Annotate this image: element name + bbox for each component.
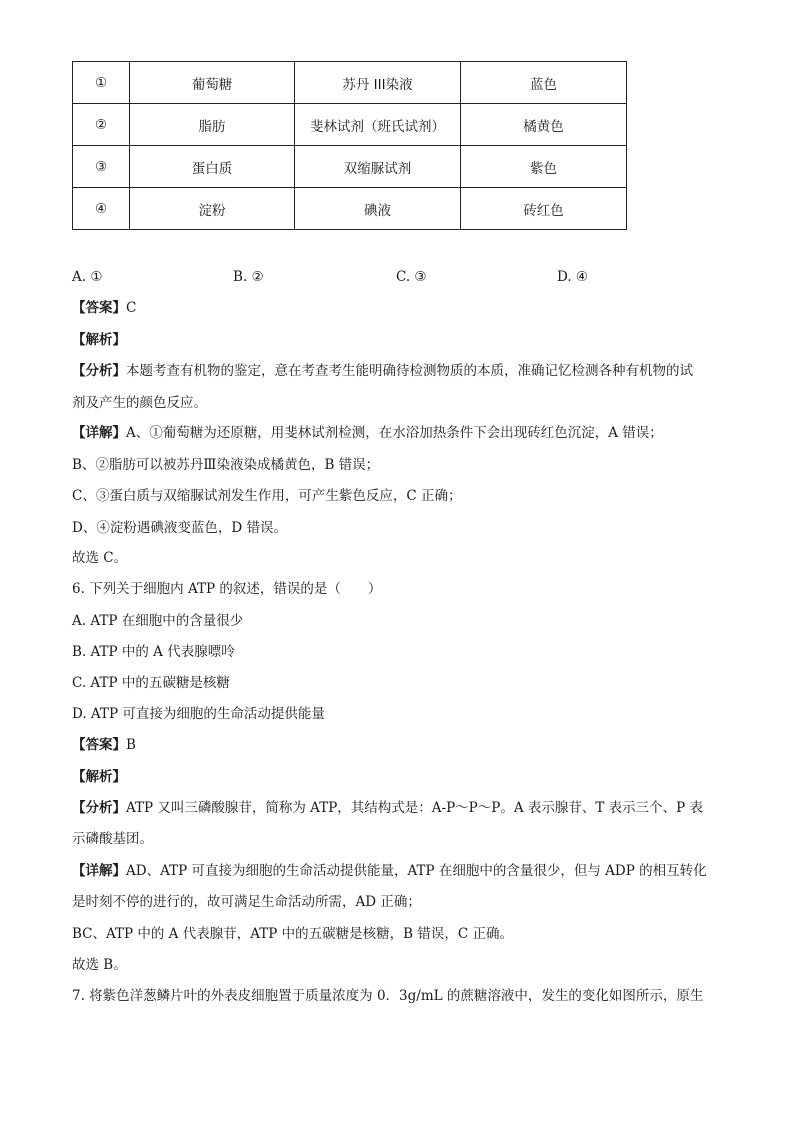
table-cell: ② <box>73 104 130 146</box>
q6-fenxi-line-2: 示磷酸基团。 <box>72 831 153 847</box>
table-cell: ① <box>73 62 130 104</box>
q6-option-d: D. ATP 可直接为细胞的生命活动提供能量 <box>72 706 325 722</box>
q6-option-b: B. ATP 中的 A 代表腺嘌呤 <box>72 644 235 660</box>
analysis-tag: 【解析】 <box>72 769 126 785</box>
q7-stem: 7. 将紫色洋葱鳞片叶的外表皮细胞置于质量浓度为 0．3g/mL 的蔗糖溶液中，发生的变化如图所示，原生 <box>72 988 704 1004</box>
table-row <box>73 104 627 146</box>
table-cell: 碘液 <box>295 188 461 230</box>
q6-option-a: A. ATP 在细胞中的含量很少 <box>72 613 244 629</box>
q5-fenxi-line-1 <box>72 362 693 380</box>
q5-xiangjie-line-1 <box>72 424 663 442</box>
fenxi-tag: 【分析】 <box>72 363 126 379</box>
q6-xiangjie-line-2: 是时刻不停的进行的，故可满足生命活动所需，AD 正确； <box>72 894 421 910</box>
q6-analysis-tag <box>72 768 126 786</box>
fenxi-text: ATP 又叫三磷酸腺苷，简称为 ATP，其结构式是：A-P～P～P。A 表示腺苷、T 表示三个、P 表 <box>126 800 704 816</box>
q6-conclusion: 故选 B。 <box>72 957 127 973</box>
table-cell: 脂肪 <box>130 104 295 146</box>
answer-tag: 【答案】 <box>72 737 126 753</box>
q6-option-c: C. ATP 中的五碳糖是核糖 <box>72 675 230 691</box>
table-cell: 葡萄糖 <box>130 62 295 104</box>
choice-c: C. ③ <box>396 269 427 285</box>
q5-answer-line <box>72 299 136 317</box>
xiangjie-text: AD、ATP 可直接为细胞的生命活动提供能量，ATP 在细胞中的含量很少，但与 ADP 的相互转化 <box>126 863 707 879</box>
table-cell: 斐林试剂（班氏试剂） <box>295 104 461 146</box>
xiangjie-tag: 【详解】 <box>72 425 126 441</box>
q5-line-d: D、④淀粉遇碘液变蓝色，D 错误。 <box>72 520 287 536</box>
xiangjie-text: A、①葡萄糖为还原糖，用斐林试剂检测，在水浴加热条件下会出现砖红色沉淀，A 错误； <box>126 425 663 441</box>
answer-value: B <box>126 737 136 753</box>
q5-fenxi-line-2: 剂及产生的颜色反应。 <box>72 395 207 411</box>
table-row <box>73 146 627 188</box>
fenxi-text: 本题考查有机物的鉴定，意在考查考生能明确待检测物质的本质，准确记忆检测各种有机物的试 <box>126 363 693 379</box>
xiangjie-tag: 【详解】 <box>72 863 126 879</box>
q6-fenxi-line-1 <box>72 799 703 817</box>
q5-conclusion: 故选 C。 <box>72 550 128 566</box>
table-cell: 蓝色 <box>461 62 627 104</box>
fenxi-tag: 【分析】 <box>72 800 126 816</box>
table-cell: 砖红色 <box>461 188 627 230</box>
table-cell: 双缩脲试剂 <box>295 146 461 188</box>
answer-value: C <box>126 300 137 316</box>
table-cell: 橘黄色 <box>461 104 627 146</box>
q5-line-c: C、③蛋白质与双缩脲试剂发生作用，可产生紫色反应，C 正确； <box>72 488 462 504</box>
q6-xiangjie-line-1 <box>72 862 707 880</box>
table-cell: ③ <box>73 146 130 188</box>
q6-line-bc: BC、ATP 中的 A 代表腺苷，ATP 中的五碳糖是核糖，B 错误，C 正确。 <box>72 926 513 942</box>
table-cell: 蛋白质 <box>130 146 295 188</box>
options-table <box>72 61 627 230</box>
q5-line-b: B、②脂肪可以被苏丹Ⅲ染液染成橘黄色，B 错误； <box>72 457 380 473</box>
table-cell: 淀粉 <box>130 188 295 230</box>
choice-d: D. ④ <box>557 269 589 285</box>
analysis-tag: 【解析】 <box>72 332 126 348</box>
table-cell: ④ <box>73 188 130 230</box>
q6-stem: 6. 下列关于细胞内 ATP 的叙述，错误的是（ ） <box>72 581 382 597</box>
table-row <box>73 188 627 230</box>
choice-b: B. ② <box>233 269 264 285</box>
table-row <box>73 62 627 104</box>
choice-a: A. ① <box>72 269 103 285</box>
q6-answer-line <box>72 736 136 754</box>
table-cell: 紫色 <box>461 146 627 188</box>
q5-analysis-tag <box>72 331 126 349</box>
table-cell: 苏丹 III染液 <box>295 62 461 104</box>
answer-tag: 【答案】 <box>72 300 126 316</box>
